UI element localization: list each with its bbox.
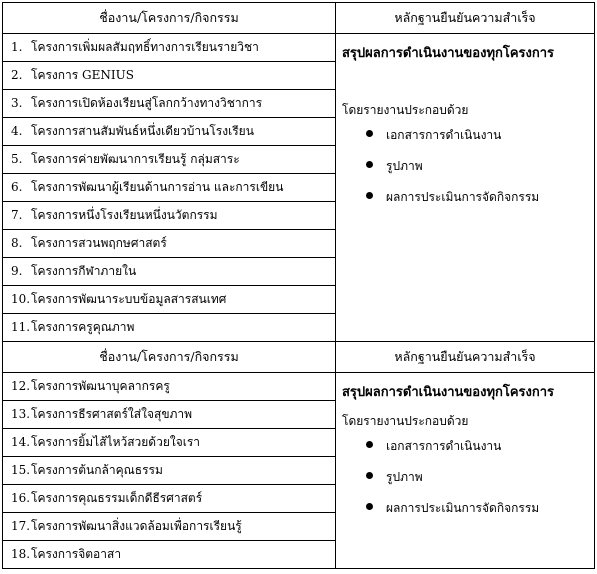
header-project-name: ชื่องาน/โครงการ/กิจกรรม: [3, 3, 336, 34]
project-name: โครงการพัฒนาระบบข้อมูลสารสนเทศ: [31, 292, 227, 306]
project-number: 16.: [11, 491, 31, 505]
project-name: โครงการเปิดห้องเรียนสู่โลกกว้างทางวิชาการ: [31, 96, 263, 110]
project-number: 11.: [11, 320, 31, 334]
project-cell: [3, 118, 336, 146]
evidence-item-label: ผลการประเมินการจัดกิจกรรม: [386, 501, 540, 515]
project-number: 5.: [11, 152, 23, 166]
project-evidence-table: [2, 2, 595, 569]
evidence-intro: โดยรายงานประกอบด้วย: [342, 414, 469, 428]
project-number: 4.: [11, 124, 23, 138]
header-row: [3, 342, 595, 373]
project-name: โครงการพัฒนาสิ่งแวดล้อมเพื่อการเรียนรู้: [31, 519, 242, 533]
project-cell: [3, 174, 336, 202]
evidence-item: [366, 437, 588, 456]
project-number: 7.: [11, 208, 23, 222]
evidence-item-label: รูปภาพ: [386, 470, 423, 484]
project-name: โครงการพัฒนาบุคลากรครู: [31, 379, 170, 393]
bullet-icon: [366, 161, 373, 168]
project-number: 17.: [11, 519, 31, 533]
project-name: โครงการเพิ่มผลสัมฤทธิ์ทางการเรียนรายวิชา: [31, 40, 259, 54]
project-row: [3, 373, 595, 401]
project-cell: [3, 485, 336, 513]
evidence-item-label: เอกสารการดำเนินงาน: [386, 128, 502, 142]
header-project-name: ชื่องาน/โครงการ/กิจกรรม: [3, 342, 336, 373]
project-number: 9.: [11, 264, 23, 278]
project-cell: [3, 429, 336, 457]
project-cell: [3, 202, 336, 230]
project-cell: [3, 146, 336, 174]
project-cell: [3, 62, 336, 90]
project-cell: [3, 286, 336, 314]
project-name: โครงการหนึ่งโรงเรียนหนึ่งนวัตกรรม: [31, 208, 218, 222]
evidence-list: [342, 437, 588, 518]
header-row: [3, 3, 595, 34]
project-number: 15.: [11, 463, 31, 477]
project-number: 3.: [11, 96, 23, 110]
evidence-item: [366, 188, 588, 207]
project-cell: [3, 513, 336, 541]
header-evidence: หลักฐานยืนยันความสำเร็จ: [336, 342, 595, 373]
evidence-title: สรุปผลการดำเนินงานของทุกโครงการ: [342, 385, 555, 400]
bullet-icon: [366, 192, 373, 199]
project-number: 6.: [11, 180, 23, 194]
evidence-item: [366, 499, 588, 518]
project-name: โครงการพัฒนาผู้เรียนด้านการอ่าน และการเขียน: [31, 180, 284, 194]
header-evidence: หลักฐานยืนยันความสำเร็จ: [336, 3, 595, 34]
bullet-icon: [366, 503, 373, 510]
evidence-item-label: เอกสารการดำเนินงาน: [386, 439, 502, 453]
project-cell: [3, 401, 336, 429]
project-number: 10.: [11, 292, 31, 306]
project-cell: [3, 230, 336, 258]
project-number: 14.: [11, 435, 31, 449]
project-cell: [3, 258, 336, 286]
evidence-cell: [336, 373, 595, 569]
evidence-item-label: ผลการประเมินการจัดกิจกรรม: [386, 190, 540, 204]
project-name: โครงการครูคุณภาพ: [31, 320, 135, 334]
project-number: 1.: [11, 40, 23, 54]
project-number: 8.: [11, 236, 23, 250]
project-cell: [3, 373, 336, 401]
project-name: โครงการธีรศาสตร์ใส่ใจสุขภาพ: [31, 407, 193, 421]
project-row: [3, 34, 595, 62]
project-cell: [3, 34, 336, 62]
project-cell: [3, 541, 336, 569]
evidence-item: [366, 157, 588, 176]
project-name: โครงการสวนพฤกษศาสตร์: [31, 236, 167, 250]
bullet-icon: [366, 441, 373, 448]
evidence-intro: โดยรายงานประกอบด้วย: [342, 103, 469, 117]
evidence-item-label: รูปภาพ: [386, 159, 423, 173]
project-number: 13.: [11, 407, 31, 421]
bullet-icon: [366, 130, 373, 137]
project-number: 18.: [11, 547, 31, 561]
project-name: โครงการ GENIUS: [31, 68, 134, 82]
project-name: โครงการสานสัมพันธ์หนึ่งเดียวบ้านโรงเรียน: [31, 124, 254, 138]
project-cell: [3, 90, 336, 118]
evidence-item: [366, 468, 588, 487]
evidence-cell: [336, 34, 595, 342]
project-name: โครงการค่ายพัฒนาการเรียนรู้ กลุ่มสาระ: [31, 152, 240, 166]
project-name: โครงการจิตอาสา: [31, 547, 122, 561]
project-name: โครงการกีฬาภายใน: [31, 264, 137, 278]
evidence-list: [342, 126, 588, 207]
bullet-icon: [366, 472, 373, 479]
project-cell: [3, 314, 336, 342]
project-number: 12.: [11, 379, 31, 393]
evidence-title: สรุปผลการดำเนินงานของทุกโครงการ: [342, 46, 555, 61]
evidence-item: [366, 126, 588, 145]
project-name: โครงการคุณธรรมเด็กดีธีรศาสตร์: [31, 491, 203, 505]
project-cell: [3, 457, 336, 485]
project-name: โครงการยิ้มไส้ไหว้สวยด้วยใจเรา: [31, 435, 201, 449]
project-name: โครงการต้นกล้าคุณธรรม: [31, 463, 163, 477]
project-number: 2.: [11, 68, 23, 82]
